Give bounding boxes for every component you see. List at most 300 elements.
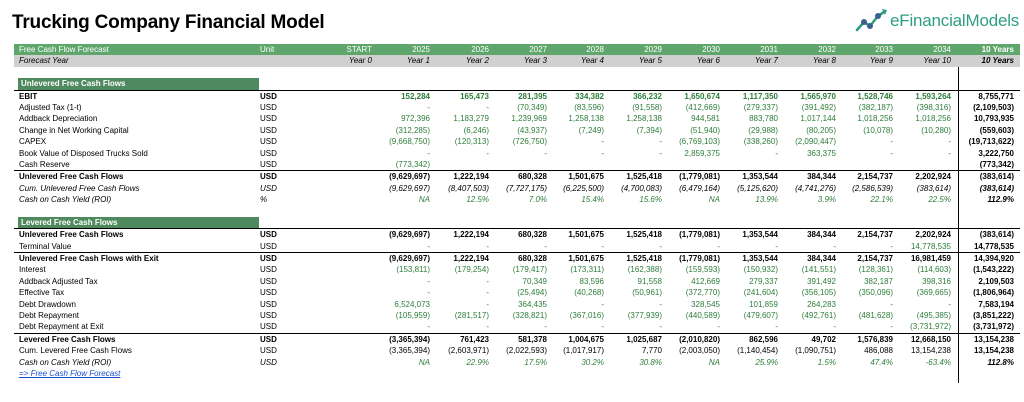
row-value: -: [717, 241, 720, 251]
row-label: Levered Free Cash Flows: [19, 334, 116, 344]
row-value: 70,349: [522, 276, 547, 286]
row-value: (25,494): [517, 288, 547, 298]
row-value: (150,932): [743, 265, 778, 275]
table-row: [14, 321, 1020, 332]
row-value: (70,349): [517, 102, 547, 112]
row-unit: USD: [260, 322, 277, 332]
row-value: (479,607): [743, 310, 778, 320]
table-row: [14, 333, 1020, 345]
table-row: [14, 241, 1020, 252]
brand-logo[interactable]: [854, 8, 1019, 34]
row-label: Cash on Cash Yield (ROI): [19, 357, 112, 367]
row-value: 2,859,375: [684, 148, 720, 158]
row-value: -: [486, 276, 489, 286]
row-value: 91,558: [637, 276, 662, 286]
row-label: Effective Tax: [19, 288, 65, 298]
row-value: NA: [708, 357, 720, 367]
header-col-11: 10 Years: [981, 45, 1014, 54]
row-value: -: [486, 102, 489, 112]
row-value: (2,003,050): [679, 346, 720, 356]
table-row: [14, 252, 1020, 264]
table-row: [14, 264, 1020, 275]
row-unit: USD: [260, 276, 277, 286]
row-value: 8,755,771: [978, 91, 1014, 101]
table-row: [14, 125, 1020, 136]
row-value: 13,154,238: [910, 346, 951, 356]
header-col-9: 2033: [875, 45, 893, 54]
row-value: 398,316: [922, 276, 951, 286]
row-value: (2,109,503): [973, 102, 1014, 112]
row-unit: USD: [260, 254, 277, 264]
row-value: -: [601, 148, 604, 158]
row-value: 15.6%: [639, 195, 662, 205]
row-value: (83,596): [574, 102, 604, 112]
row-value: -: [890, 299, 893, 309]
row-value: (7,394): [636, 125, 662, 135]
row-value: -: [544, 241, 547, 251]
row-value: -: [890, 137, 893, 147]
row-value: (773,342): [395, 159, 430, 169]
table-row: [14, 345, 1020, 356]
row-value: (8,407,503): [448, 183, 489, 193]
row-label: Debt Drawdown: [19, 299, 76, 309]
row-value: (1,779,081): [679, 230, 720, 240]
row-value: (383,614): [979, 183, 1014, 193]
row-value: (5,125,620): [737, 183, 778, 193]
row-value: -: [486, 299, 489, 309]
row-label: Change in Net Working Capital: [19, 125, 129, 135]
row-label: Cum. Unlevered Free Cash Flows: [19, 183, 140, 193]
row-label: Debt Repayment: [19, 310, 80, 320]
header-label: Free Cash Flow Forecast: [19, 45, 109, 54]
row-value: (2,603,971): [448, 346, 489, 356]
header-col-5: 2029: [644, 45, 662, 54]
row-value: 101,859: [749, 299, 778, 309]
row-value: 1,501,675: [568, 172, 604, 182]
row-value: (9,629,697): [389, 183, 430, 193]
row-value: (281,517): [454, 310, 489, 320]
row-value: (179,417): [512, 265, 547, 275]
row-label: Addback Depreciation: [19, 114, 98, 124]
row-value: 22.1%: [870, 195, 893, 205]
row-value: -: [659, 299, 662, 309]
row-value: (9,668,750): [389, 137, 430, 147]
row-value: (162,388): [627, 265, 662, 275]
row-value: 13,154,238: [973, 334, 1014, 344]
row-value: -: [544, 148, 547, 158]
row-value: (1,543,222): [973, 265, 1014, 275]
row-value: 25.9%: [755, 357, 778, 367]
row-value: (9,629,697): [389, 230, 430, 240]
row-value: -: [948, 148, 951, 158]
row-value: -: [427, 276, 430, 286]
row-value: (241,604): [743, 288, 778, 298]
row-value: -: [601, 322, 604, 332]
row-value: (726,750): [512, 137, 547, 147]
row-value: 1,353,544: [742, 172, 778, 182]
row-label: CAPEX: [19, 137, 47, 147]
subheader-label: Forecast Year: [19, 56, 69, 66]
row-value: (377,939): [627, 310, 662, 320]
row-value: 1,353,544: [742, 254, 778, 264]
row-value: 486,088: [864, 346, 893, 356]
row-value: 2,154,737: [857, 230, 893, 240]
row-value: 22.9%: [466, 357, 489, 367]
row-value: 1,117,350: [742, 91, 778, 101]
row-value: 1,004,675: [568, 334, 604, 344]
row-value: -: [833, 322, 836, 332]
row-value: (3,731,972): [910, 322, 951, 332]
row-value: 581,378: [518, 334, 547, 344]
row-value: 1,018,256: [915, 114, 951, 124]
section-header: [14, 217, 1020, 228]
row-value: -: [659, 148, 662, 158]
spacer-row: [14, 205, 1020, 216]
table-row: [14, 287, 1020, 298]
row-unit: USD: [260, 114, 277, 124]
row-value: 1,525,418: [626, 172, 662, 182]
row-value: 12,668,150: [910, 334, 951, 344]
table-row: [14, 183, 1020, 194]
row-value: -: [890, 322, 893, 332]
row-value: (3,731,972): [973, 322, 1014, 332]
row-value: -: [486, 241, 489, 251]
table-row: [14, 310, 1020, 321]
row-value: -: [948, 299, 951, 309]
row-value: (3,851,222): [973, 310, 1014, 320]
row-value: (382,187): [858, 102, 893, 112]
row-value: (6,225,500): [563, 183, 604, 193]
row-value: (9,629,697): [389, 254, 430, 264]
row-value: 1,501,675: [568, 230, 604, 240]
row-value: 1,528,746: [857, 91, 893, 101]
row-value: 112.8%: [987, 357, 1014, 367]
table-row: [14, 299, 1020, 310]
row-value: -: [427, 288, 430, 298]
row-label: Unlevered Free Cash Flows: [19, 172, 124, 182]
row-value: -: [833, 241, 836, 251]
row-label: Cash on Cash Yield (ROI): [19, 195, 112, 205]
row-value: (1,090,751): [795, 346, 836, 356]
cash-flow-sheet: [14, 44, 1020, 379]
row-value: 1,565,970: [800, 91, 836, 101]
row-value: (120,313): [454, 137, 489, 147]
row-value: 384,344: [807, 172, 836, 182]
row-value: (391,492): [801, 102, 836, 112]
table-row: [14, 194, 1020, 205]
row-value: 49,702: [811, 334, 836, 344]
row-value: 761,423: [460, 334, 489, 344]
row-value: 1,183,279: [453, 114, 489, 124]
header-col-10: 2034: [933, 45, 951, 54]
row-value: 1,593,264: [915, 91, 951, 101]
row-value: 1,501,675: [568, 254, 604, 264]
row-value: (1,779,081): [679, 172, 720, 182]
table-row: [14, 159, 1020, 170]
row-unit: USD: [260, 265, 277, 275]
table-row: [14, 102, 1020, 113]
row-label: Debt Repayment at Exit: [19, 322, 104, 332]
table-row: [14, 276, 1020, 287]
row-value: -: [659, 241, 662, 251]
row-value: (4,700,083): [621, 183, 662, 193]
row-label: Book Value of Disposed Trucks Sold: [19, 148, 148, 158]
row-value: 1,222,194: [453, 172, 489, 182]
subheader-col-2: Year 2: [465, 56, 489, 66]
row-value: -: [890, 241, 893, 251]
row-value: 944,581: [691, 114, 720, 124]
row-value: (29,988): [748, 125, 778, 135]
subheader-col-8: Year 8: [812, 56, 836, 66]
row-value: 1,258,138: [568, 114, 604, 124]
row-value: -: [717, 322, 720, 332]
row-value: 1,258,138: [626, 114, 662, 124]
row-unit: USD: [260, 172, 277, 182]
row-unit: USD: [260, 183, 277, 193]
table-row: [14, 136, 1020, 147]
row-unit: USD: [260, 230, 277, 240]
header-unit: Unit: [260, 45, 275, 54]
row-unit: USD: [260, 241, 277, 251]
row-value: (279,337): [743, 102, 778, 112]
row-value: (398,316): [916, 102, 951, 112]
row-value: 14,778,535: [910, 241, 951, 251]
subheader-col-6: Year 6: [696, 56, 720, 66]
row-value: -: [486, 322, 489, 332]
row-value: (159,593): [685, 265, 720, 275]
row-value: 412,669: [691, 276, 720, 286]
row-label: Adjusted Tax (1-t): [19, 102, 82, 112]
row-value: 12.5%: [466, 195, 489, 205]
row-value: (1,017,917): [563, 346, 604, 356]
subheader-row: [14, 55, 1020, 66]
row-value: 112.9%: [987, 195, 1014, 205]
row-unit: USD: [260, 346, 277, 356]
row-value: (328,821): [512, 310, 547, 320]
row-value: (6,479,164): [679, 183, 720, 193]
row-value: 2,154,737: [857, 254, 893, 264]
row-value: 1,018,256: [857, 114, 893, 124]
header-col-1: 2025: [412, 45, 430, 54]
row-value: (7,727,175): [506, 183, 547, 193]
row-label: Unlevered Free Cash Flows: [19, 230, 124, 240]
row-value: (40,268): [574, 288, 604, 298]
row-value: 862,596: [749, 334, 778, 344]
row-value: -: [427, 241, 430, 251]
row-value: 14,778,535: [973, 241, 1014, 251]
row-label: Interest: [19, 265, 46, 275]
row-value: (7,249): [578, 125, 604, 135]
brand-name: eFinancialModels: [890, 11, 1020, 30]
row-value: 152,284: [401, 91, 430, 101]
subheader-col-3: Year 3: [523, 56, 547, 66]
row-value: -: [948, 137, 951, 147]
row-unit: USD: [260, 310, 277, 320]
row-value: -: [427, 322, 430, 332]
table-row: [14, 170, 1020, 182]
row-value: 264,283: [807, 299, 836, 309]
row-value: (1,779,081): [679, 254, 720, 264]
subheader-col-0: Year 0: [348, 56, 372, 66]
row-value: (6,246): [463, 125, 489, 135]
free-cash-flow-forecast-link[interactable]: => Free Cash Flow Forecast: [19, 368, 121, 378]
row-value: -: [486, 288, 489, 298]
row-value: 165,473: [460, 91, 489, 101]
row-value: (312,285): [395, 125, 430, 135]
row-value: NA: [418, 357, 430, 367]
row-value: (369,665): [916, 288, 951, 298]
row-value: 3,222,750: [978, 148, 1014, 158]
row-value: (2,090,447): [795, 137, 836, 147]
row-unit: USD: [260, 91, 277, 101]
row-value: (114,603): [917, 265, 951, 275]
row-value: 1.5%: [817, 357, 836, 367]
row-value: (105,959): [395, 310, 430, 320]
row-value: 279,337: [749, 276, 778, 286]
row-value: (2,586,539): [852, 183, 893, 193]
row-value: 366,232: [633, 91, 662, 101]
row-value: 334,382: [575, 91, 604, 101]
row-value: 1,525,418: [626, 254, 662, 264]
row-value: 14,394,920: [973, 254, 1014, 264]
row-label: Cash Reserve: [19, 159, 70, 169]
row-value: (356,105): [801, 288, 836, 298]
subheader-col-11: 10 Years: [981, 56, 1014, 66]
row-value: 15.4%: [581, 195, 604, 205]
row-value: 384,344: [807, 230, 836, 240]
row-value: (1,806,964): [973, 288, 1014, 298]
section-title: Levered Free Cash Flows: [18, 217, 259, 228]
table-row: [14, 357, 1020, 368]
row-value: 83,596: [579, 276, 604, 286]
section-title: Unlevered Free Cash Flows: [18, 78, 259, 89]
header-col-8: 2032: [818, 45, 836, 54]
row-value: 384,344: [807, 254, 836, 264]
row-value: 2,202,924: [915, 172, 951, 182]
header-col-2: 2026: [471, 45, 489, 54]
subheader-col-9: Year 9: [869, 56, 893, 66]
row-label: Terminal Value: [19, 241, 72, 251]
row-value: 1,222,194: [453, 230, 489, 240]
row-value: -: [775, 241, 778, 251]
row-value: (559,603): [979, 125, 1014, 135]
row-label: Cum. Levered Free Cash Flows: [19, 346, 132, 356]
row-value: 680,328: [518, 172, 547, 182]
row-value: (10,078): [863, 125, 893, 135]
row-value: 680,328: [518, 254, 547, 264]
section-header: [14, 78, 1020, 89]
row-value: 1,239,969: [511, 114, 547, 124]
row-value: -63.4%: [925, 357, 951, 367]
row-unit: USD: [260, 159, 277, 169]
header-col-7: 2031: [760, 45, 778, 54]
row-value: -: [601, 137, 604, 147]
row-unit: USD: [260, 288, 277, 298]
row-value: -: [659, 137, 662, 147]
header-row: [14, 44, 1020, 55]
row-unit: USD: [260, 357, 277, 367]
row-value: -: [544, 322, 547, 332]
table-row: [14, 228, 1020, 240]
row-value: 7,583,194: [978, 299, 1014, 309]
row-value: NA: [708, 195, 720, 205]
row-value: (383,614): [979, 172, 1014, 182]
row-value: -: [601, 299, 604, 309]
row-value: 6,524,073: [394, 299, 430, 309]
row-value: (3,365,394): [389, 334, 430, 344]
row-value: 363,375: [807, 148, 836, 158]
row-value: 1,025,687: [626, 334, 662, 344]
row-value: (338,260): [743, 137, 778, 147]
row-value: -: [775, 148, 778, 158]
row-unit: USD: [260, 334, 277, 344]
row-value: (350,096): [858, 288, 893, 298]
row-value: 2,109,503: [978, 276, 1014, 286]
row-value: 16,981,459: [910, 254, 951, 264]
row-label: EBIT: [19, 91, 38, 101]
row-unit: USD: [260, 125, 277, 135]
row-value: 883,780: [749, 114, 778, 124]
row-value: 382,187: [864, 276, 893, 286]
row-value: 328,545: [691, 299, 720, 309]
row-value: (383,614): [916, 183, 951, 193]
subheader-col-1: Year 1: [406, 56, 430, 66]
row-value: 364,435: [518, 299, 547, 309]
row-value: 2,202,924: [915, 230, 951, 240]
row-value: (372,770): [685, 288, 720, 298]
growth-chart-icon: [854, 8, 888, 34]
row-value: 972,396: [401, 114, 430, 124]
page-title: Trucking Company Financial Model: [12, 12, 325, 33]
row-value: 680,328: [518, 230, 547, 240]
row-value: -: [427, 148, 430, 158]
row-value: 30.2%: [581, 357, 604, 367]
row-value: -: [890, 148, 893, 158]
table-row: [14, 148, 1020, 159]
row-value: 10,793,935: [973, 114, 1014, 124]
row-value: (2,022,593): [506, 346, 547, 356]
table-row: [14, 113, 1020, 124]
row-label: Addback Adjusted Tax: [19, 276, 98, 286]
row-value: (492,761): [801, 310, 836, 320]
subheader-col-10: Year 10: [923, 56, 951, 66]
row-value: 391,492: [807, 276, 836, 286]
row-value: 7.0%: [528, 195, 547, 205]
spacer-row: [14, 67, 1020, 78]
row-value: (50,961): [632, 288, 662, 298]
row-value: 1,576,839: [857, 334, 893, 344]
row-value: 281,395: [518, 91, 547, 101]
row-value: 13,154,238: [973, 346, 1014, 356]
row-value: (153,811): [396, 265, 430, 275]
row-value: 1,222,194: [453, 254, 489, 264]
row-value: (495,385): [916, 310, 951, 320]
row-value: (412,669): [685, 102, 720, 112]
row-value: (4,741,276): [795, 183, 836, 193]
row-value: NA: [418, 195, 430, 205]
row-unit: USD: [260, 102, 277, 112]
link-row: [14, 368, 1020, 379]
table-row: [14, 90, 1020, 102]
subheader-col-5: Year 5: [638, 56, 662, 66]
row-unit: USD: [260, 299, 277, 309]
row-value: (367,016): [569, 310, 604, 320]
row-value: (128,361): [858, 265, 893, 275]
row-value: -: [486, 148, 489, 158]
row-value: (19,713,622): [968, 137, 1014, 147]
row-unit: %: [260, 195, 268, 205]
row-value: (141,551): [801, 265, 836, 275]
